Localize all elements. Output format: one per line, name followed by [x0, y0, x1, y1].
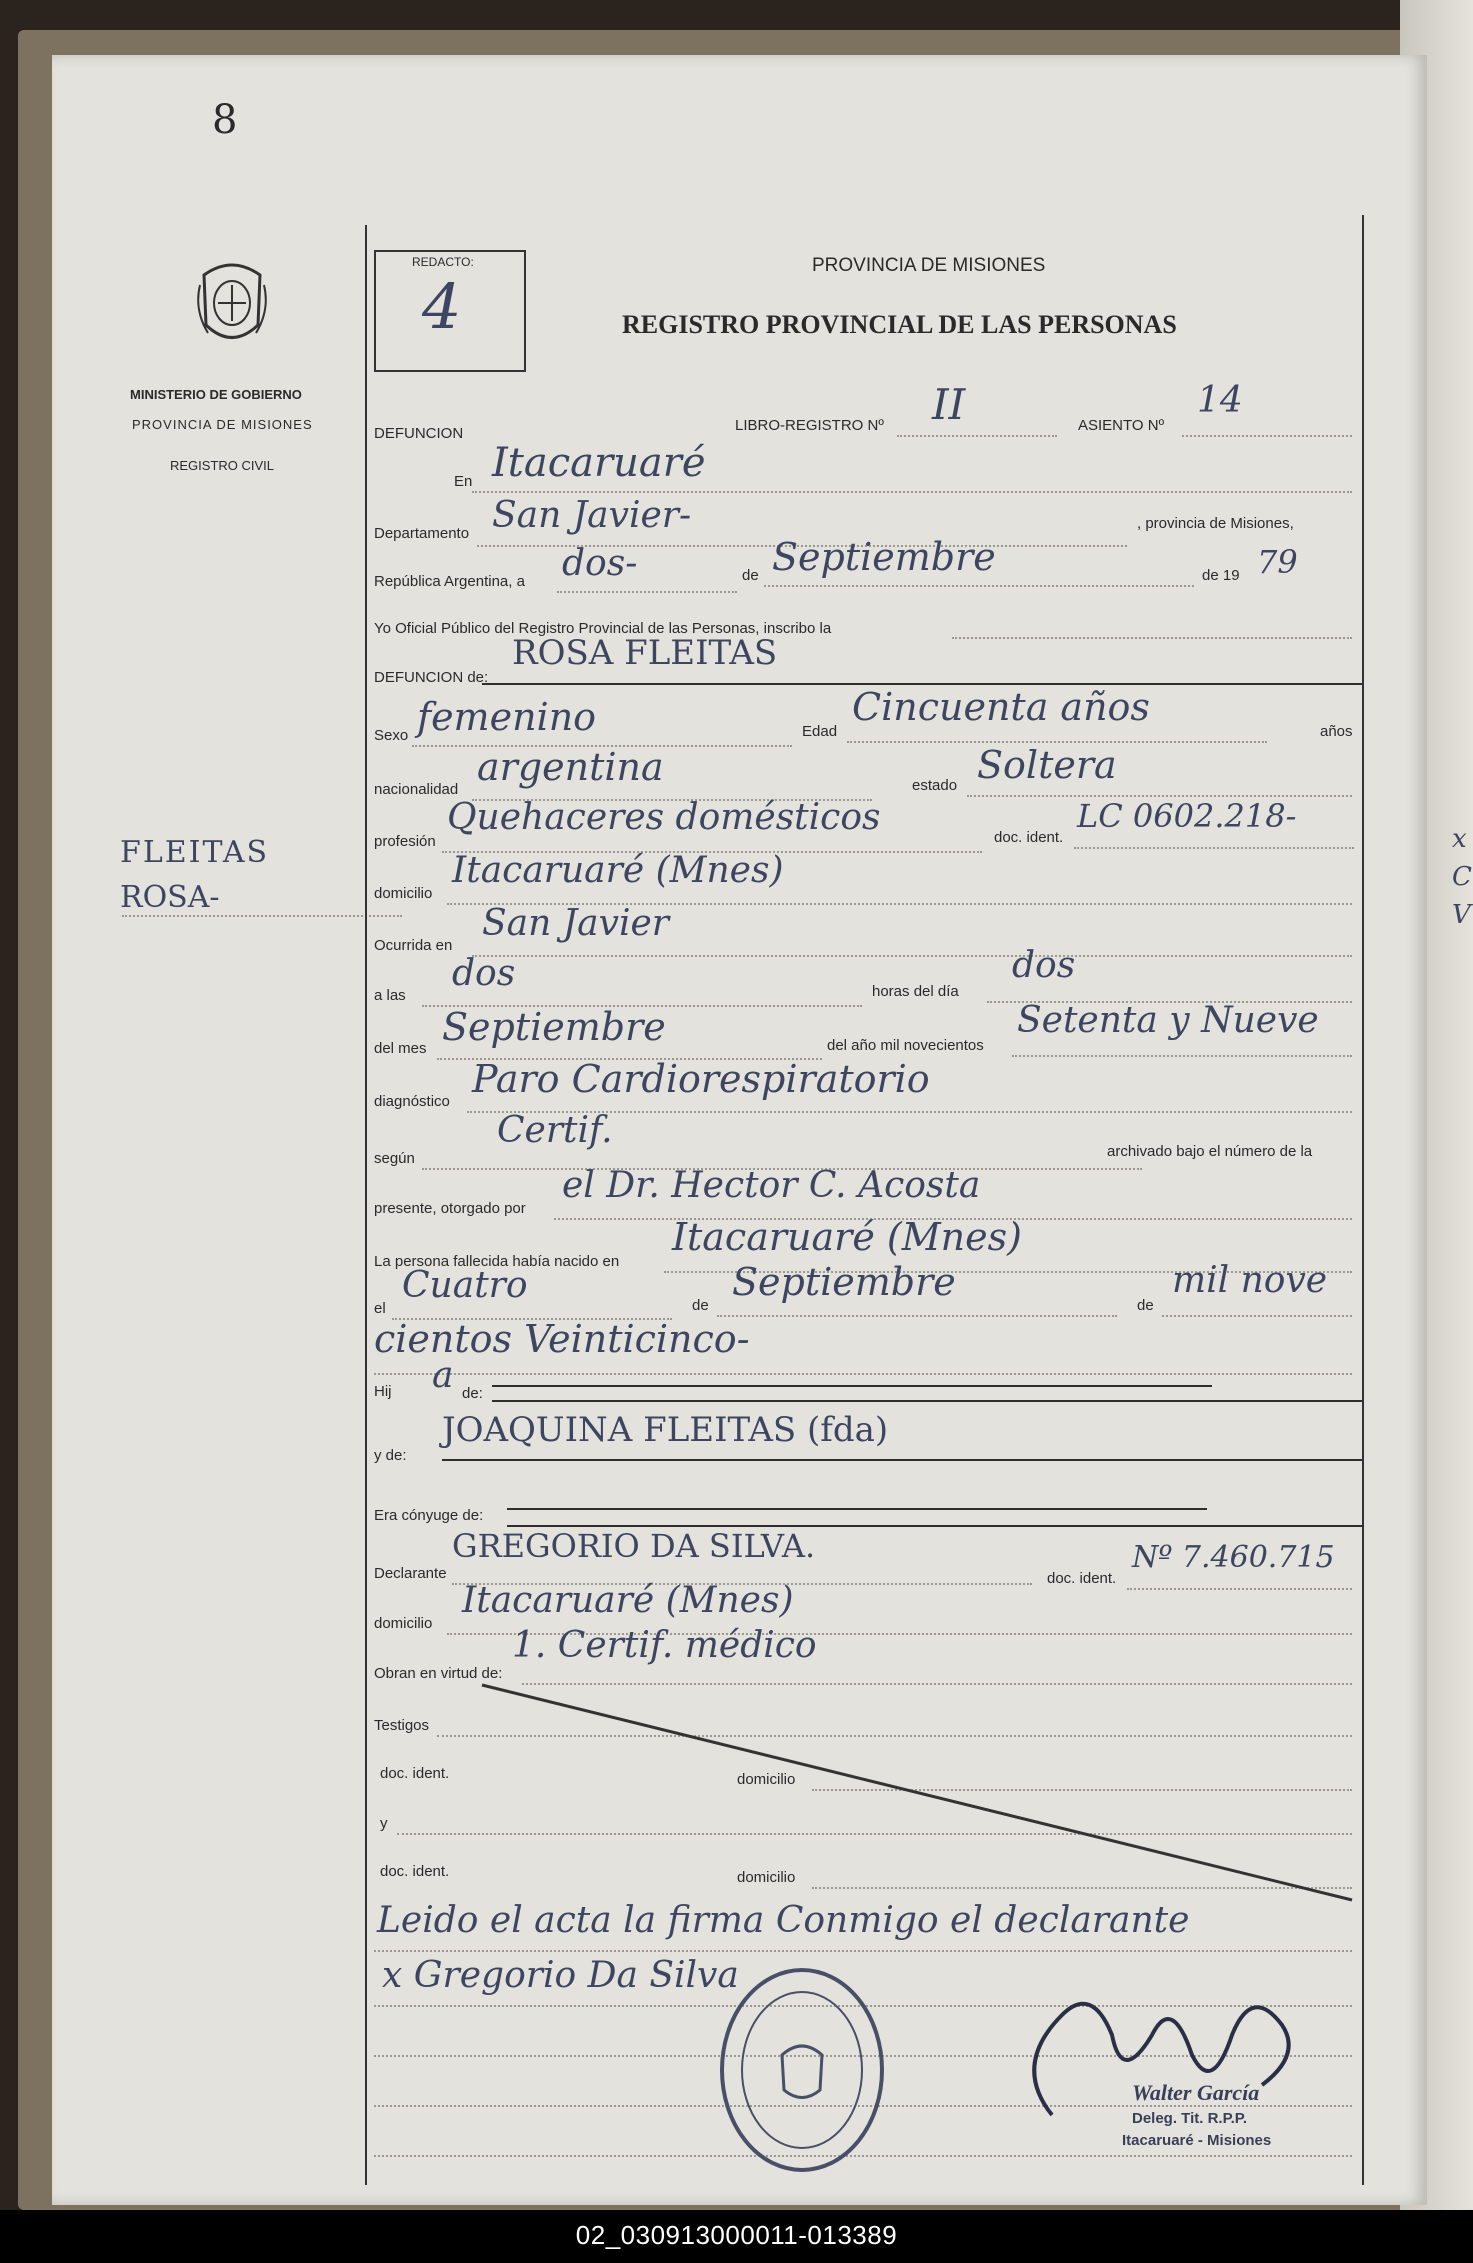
office-registry: REGISTRO CIVIL [170, 458, 275, 473]
libro-label: LIBRO-REGISTRO Nº [735, 417, 884, 434]
nac-mes-value: Septiembre [732, 1260, 956, 1304]
presente-value: el Dr. Hector C. Acosta [562, 1165, 981, 1206]
testigos-label: Testigos [374, 1717, 430, 1734]
republica-label: República Argentina, a [374, 573, 525, 590]
margin-note-name: ROSA- [120, 880, 220, 915]
provincia-label: , provincia de Misiones, [1137, 515, 1294, 532]
presente-label: presente, otorgado por [374, 1200, 526, 1217]
en-label: En [454, 473, 473, 490]
profesion-label: profesión [374, 833, 436, 850]
official-signature [1002, 1975, 1342, 2155]
edad-value: Cincuenta años [852, 685, 1150, 729]
page-number: 8 [212, 97, 238, 143]
domicilio-value: Itacaruaré (Mnes) [452, 850, 784, 891]
y-de-label: y de: [374, 1447, 407, 1464]
declarante-label: Declarante [374, 1565, 447, 1582]
anio-mil-value: Setenta y Nueve [1017, 1000, 1319, 1041]
de-b-label: de [1137, 1297, 1154, 1314]
defuncion-label: DEFUNCION [374, 425, 464, 442]
horas-label: horas del día [872, 983, 959, 1000]
nacido-label: La persona fallecida había nacido en [374, 1253, 620, 1270]
official-title: Deleg. Tit. R.P.P. [1132, 2110, 1248, 2127]
doc-t2-label: doc. ident. [380, 1863, 450, 1880]
a-las-label: a las [374, 987, 406, 1004]
segun-label: según [374, 1150, 415, 1167]
hij-de-label: de: [462, 1385, 483, 1402]
anio-value: 79 [1257, 543, 1298, 581]
libro-value: II [932, 380, 966, 429]
hij-label: Hij [374, 1383, 392, 1400]
archivado-label: archivado bajo el número de la [1107, 1143, 1313, 1160]
header-title: REGISTRO PROVINCIAL DE LAS PERSONAS [622, 310, 1177, 339]
nombre-value: ROSA FLEITAS [512, 633, 778, 673]
domicilio2-value: Itacaruaré (Mnes) [462, 1580, 794, 1621]
anos-label: años [1320, 723, 1353, 740]
segun-value: Certif. [497, 1110, 613, 1151]
doc-dec-label: doc. ident. [1047, 1570, 1117, 1587]
obran-label: Obran en virtud de: [374, 1665, 503, 1682]
conyuge-label: Era cónyuge de: [374, 1507, 484, 1524]
obran-value: 1. Certif. médico [512, 1625, 817, 1666]
redacto-label: REDACTO: [412, 255, 474, 269]
departamento-value: San Javier- [492, 495, 692, 536]
defuncion-de-label: DEFUNCION de: [374, 669, 489, 686]
y-label: y [380, 1815, 388, 1832]
doc-dec-value: Nº 7.460.715 [1132, 1540, 1335, 1575]
official-seal-icon [717, 1965, 887, 2175]
a-las-value: dos [452, 953, 516, 994]
header-province: PROVINCIA DE MISIONES [812, 255, 1046, 276]
domicilio-label: domicilio [374, 885, 433, 902]
madre-value: JOAQUINA FLEITAS (fda) [442, 1410, 889, 1450]
declarante-value: GREGORIO DA SILVA. [452, 1527, 816, 1565]
closing-text: Leido el acta la firma Conmigo el declarante [377, 1900, 1190, 1941]
en-value: Itacaruaré [492, 440, 706, 486]
el-label: el [374, 1300, 386, 1317]
doc-t1-label: doc. ident. [380, 1765, 450, 1782]
oficial-text: Yo Oficial Público del Registro Provincial de las Personas, inscribo la [374, 620, 832, 637]
footer-id: 02_030913000011-013389 [575, 2220, 898, 2250]
registry-page [52, 55, 1427, 2205]
edad-label: Edad [802, 723, 838, 740]
asiento-label: ASIENTO Nº [1078, 417, 1165, 434]
mes-value: Septiembre [772, 535, 996, 579]
de-label: de [742, 567, 759, 584]
estado-value: Soltera [977, 743, 1117, 787]
ocurrida-value: San Javier [482, 903, 670, 944]
de-a-label: de [692, 1297, 709, 1314]
dom-t1-label: domicilio [737, 1771, 796, 1788]
departamento-label: Departamento [374, 525, 470, 542]
del-mes-label: del mes [374, 1040, 427, 1057]
doc-label: doc. ident. [994, 829, 1064, 846]
footer-bar [0, 2210, 1473, 2263]
nacionalidad-label: nacionalidad [374, 781, 459, 798]
office-province: PROVINCIA DE MISIONES [132, 417, 313, 432]
doc-value: LC 0602.218- [1077, 797, 1297, 835]
nac-anio-cont: cientos Veinticinco- [374, 1317, 750, 1361]
official-location: Itacaruaré - Misiones [1122, 2132, 1272, 2149]
anio-mil-label: del año mil novecientos [827, 1037, 984, 1054]
domicilio2-label: domicilio [374, 1615, 433, 1632]
office-ministry: MINISTERIO DE GOBIERNO [130, 387, 302, 402]
redacto-value: 4 [422, 270, 462, 343]
sexo-value: femenino [417, 695, 597, 739]
estado-label: estado [912, 777, 958, 794]
profesion-value: Quehaceres domésticos [447, 797, 881, 838]
hij-value: a [432, 1355, 454, 1396]
ocurrida-label: Ocurrida en [374, 937, 453, 954]
dia-value: dos- [562, 543, 638, 584]
el-value: Cuatro [402, 1265, 528, 1306]
dia2-value: dos [1012, 945, 1076, 986]
dom-t2-label: domicilio [737, 1869, 796, 1886]
diagnostico-value: Paro Cardiorespiratorio [472, 1057, 930, 1101]
asiento-value: 14 [1197, 380, 1243, 421]
official-name: Walter García [1132, 2080, 1260, 2105]
nacido-value: Itacaruaré (Mnes) [672, 1215, 1022, 1259]
sexo-label: Sexo [374, 727, 409, 744]
diagnostico-label: diagnóstico [374, 1093, 450, 1110]
del-mes-value: Septiembre [442, 1005, 666, 1049]
nacionalidad-value: argentina [477, 745, 664, 789]
form-left-border [365, 225, 367, 2185]
declarant-signature: x Gregorio Da Silva [382, 1955, 739, 1996]
nac-anio-value: mil nove [1172, 1260, 1328, 1301]
coat-of-arms-icon [192, 255, 272, 355]
margin-note-surname: FLEITAS [120, 835, 270, 870]
de19-label: de 19 [1202, 567, 1240, 584]
strike-line [472, 1675, 1372, 1915]
right-margin-marks: x C V [1452, 824, 1472, 930]
